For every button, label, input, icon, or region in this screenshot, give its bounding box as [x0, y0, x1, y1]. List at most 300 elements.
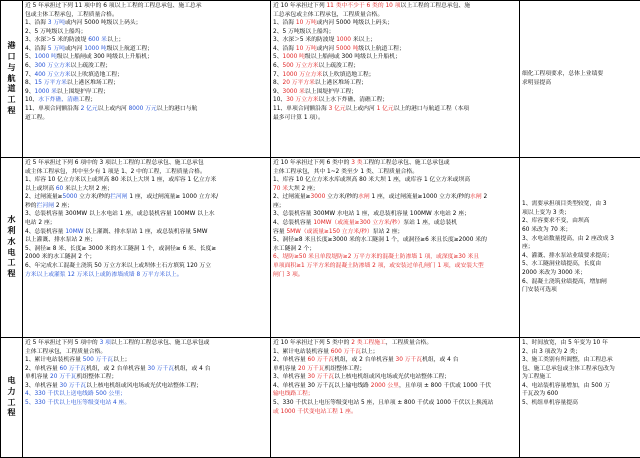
- text-line: [273, 176, 517, 185]
- highlight-old-text: 2 亿元: [81, 106, 98, 112]
- category-char: 工: [4, 258, 19, 269]
- highlight-old-text: 8000 万元: [129, 106, 157, 112]
- text-line: [522, 286, 638, 295]
- plain-text: 以上围堤护岸工程；: [57, 89, 109, 95]
- plain-text: 2、过闸流量≥: [25, 194, 63, 200]
- plain-text: ，工程质量合格。: [386, 340, 432, 346]
- plain-text: 10、: [273, 97, 286, 103]
- text-line: [273, 62, 517, 71]
- plain-text: 或内河 5000 吨级以上码头；: [65, 20, 141, 26]
- plain-text: 2、单机容量: [25, 366, 60, 372]
- plain-text: 近 5 年承担过下列 5 项中的: [25, 340, 100, 346]
- plain-text: 泵站 1 座，或总装机: [403, 220, 457, 226]
- text-line: [273, 88, 517, 97]
- text-line: [273, 2, 517, 11]
- change-note-cell: [520, 158, 640, 338]
- plain-text: 以上灌溉、排水泵站 2 座；: [25, 237, 96, 243]
- highlight-new-text: 6、堤防≥50 米且单段堤防≥2 万平方米的混凝土防渗墙 1 项，或深度≥30 米且: [273, 254, 479, 260]
- plain-text: 60 米改为 70 米；: [522, 227, 571, 233]
- plain-text: 米以上大坝 2 座；: [63, 186, 113, 192]
- plain-text: 工总承包或主体工程承包，工程质量合格。: [273, 12, 383, 18]
- highlight-old-text: 1000 吨: [35, 54, 57, 60]
- text-line: [25, 168, 268, 177]
- table-row: [1, 1, 640, 158]
- plain-text: 或内河: [317, 46, 336, 52]
- category-char: 工: [4, 398, 19, 409]
- plain-text: 2000 米的水工隧洞 2 个；: [25, 254, 95, 260]
- plain-text: 以上的港口与航道工程（本项: [394, 106, 469, 112]
- category-char: 工: [4, 95, 19, 106]
- text-line: [25, 71, 268, 80]
- highlight-old-text: 600 米: [88, 37, 107, 43]
- highlight-new-text: 5000 吨: [336, 46, 358, 52]
- plain-text: 2 座；: [54, 203, 73, 209]
- plain-text: 4、单机容量 30 万千瓦以上输电线路: [273, 383, 371, 389]
- plain-text: 以上吹填造地工程；: [71, 72, 123, 78]
- highlight-new-text: 10MW（或流量≥300 立方米/秒）: [313, 220, 403, 226]
- plain-text: 以上核电机组或风电场或光伏电站整体工程；: [86, 383, 202, 389]
- text-line: [25, 339, 268, 348]
- plain-text: 2000 米改为 3000 米；: [522, 270, 586, 276]
- plain-text: 级以上航道工程；: [358, 46, 404, 52]
- highlight-old-text: 60: [56, 186, 63, 192]
- plain-text: 以上疏浚工程；: [319, 63, 360, 69]
- text-line: [273, 185, 517, 194]
- highlight-old-text: 10MW: [65, 229, 83, 235]
- plain-text: 级以上船闸或 300 吨级以上升船机；: [57, 54, 153, 60]
- text-line: [522, 252, 638, 261]
- text-line: [273, 348, 517, 357]
- text-line: [25, 159, 268, 168]
- plain-text: 1、时间放宽，由 5 年变为 10 年: [522, 340, 608, 346]
- text-line: [25, 356, 268, 365]
- highlight-new-text: 水闸: [470, 194, 482, 200]
- text-line: [25, 88, 268, 97]
- plain-text: 以上疏浚工程；: [71, 63, 112, 69]
- plain-text: 4、总装机容量: [25, 229, 65, 235]
- category-char: 航: [4, 74, 19, 85]
- text-line: [273, 19, 517, 28]
- highlight-old-text: 500 万千瓦: [83, 357, 113, 363]
- plain-text: 2: [482, 194, 488, 200]
- plain-text: 5、330 千伏以上电压等级变电站 5 座，且单项 ± 800 千伏或 1000 千伏以上换流站: [273, 400, 493, 406]
- old-standard-cell: [23, 1, 271, 158]
- plain-text: 6、: [25, 63, 35, 69]
- plain-text: 座；: [273, 203, 285, 209]
- text-line: [25, 202, 268, 211]
- text-line: [273, 168, 517, 177]
- category-char: 程: [4, 269, 19, 280]
- plain-text: 9、: [25, 89, 35, 95]
- text-line: [25, 236, 268, 245]
- highlight-new-text: 20 万平方米: [283, 80, 315, 86]
- plain-text: 1、沿海: [25, 20, 48, 26]
- plain-text: 立方米/秒的: [77, 194, 110, 200]
- plain-text: 或主体工程承包，其中至少有 1 项是 1、2 中的工程，工程质量合格。: [25, 169, 206, 175]
- plain-text: 3、单机容量: [25, 383, 60, 389]
- text-line: [25, 228, 268, 237]
- text-line: [522, 278, 638, 287]
- text-line: [25, 176, 268, 185]
- highlight-old-text: 1000 米: [35, 89, 57, 95]
- plain-text: 8、: [25, 80, 35, 86]
- plain-text: 3、总装机容量 300MW 水电站 1 座，或总装机容量 100MW 水电站 2 座；: [273, 211, 470, 217]
- text-line: [273, 96, 517, 105]
- text-line: [25, 45, 268, 54]
- text-line: [273, 11, 517, 20]
- plain-text: 水工隧洞 2 个；: [273, 246, 315, 252]
- plain-text: 7、: [273, 72, 283, 78]
- plain-text: 最多可计算 1 项）。: [273, 115, 324, 121]
- plain-text: 门安装可选项: [522, 287, 557, 293]
- highlight-old-text: 3 万吨: [48, 20, 65, 26]
- text-line: [25, 365, 268, 374]
- highlight-old-text: 拦河闸: [37, 203, 54, 209]
- plain-text: 1、累计电站装机容量: [273, 349, 331, 355]
- plain-text: 包或主体工程承包，工程质量合格。: [25, 12, 118, 18]
- plain-text: 以上；: [107, 37, 124, 43]
- plain-text: 5、洞径≥ 8 米、长度≥ 3000 米的水工隧洞 1 个，或洞径≥ 6 米、长度≥: [25, 246, 216, 252]
- plain-text: 以上的港口与航: [157, 106, 198, 112]
- plain-text: 7、: [25, 72, 35, 78]
- text-line: [25, 193, 268, 202]
- text-line: [25, 11, 268, 20]
- category-char: 道: [4, 84, 19, 95]
- text-line: [522, 217, 638, 226]
- text-line: [25, 28, 268, 37]
- text-line: [25, 245, 268, 254]
- plain-text: 4、灌溉、排水泵站业绩要求提高；: [522, 253, 613, 259]
- plain-text: 5、机组单机容量提高: [522, 400, 578, 406]
- text-line: [273, 219, 517, 228]
- text-line: [522, 365, 638, 374]
- table-row: [1, 338, 640, 458]
- category-cell: [1, 338, 23, 458]
- text-line: [522, 235, 638, 244]
- category-char: 利: [4, 226, 19, 237]
- text-line: [522, 200, 638, 209]
- plain-text: 2、由 3 项改为 2 类；: [522, 349, 581, 355]
- plain-text: 3、施工类别有所调整，由工程总承: [522, 357, 613, 363]
- text-line: [522, 348, 638, 357]
- plain-text: 机组，或 4 台: [174, 366, 210, 372]
- plain-text: 机组，或 2 台单机容量: [86, 366, 147, 372]
- plain-text: 包、施工总承包或主体工程承包改为: [522, 366, 615, 372]
- highlight-old-text: 30 万千瓦: [148, 366, 175, 372]
- plain-text: 2、5 万吨级以上船坞；: [25, 29, 86, 35]
- change-note-cell: [520, 338, 640, 458]
- plain-text: 千瓦改为 600: [522, 391, 558, 397]
- plain-text: 2、过闸流量≥: [273, 194, 311, 200]
- highlight-old-text: 15 万平方米: [35, 80, 67, 86]
- plain-text: 以上水下炸礁、清礁工程；: [319, 97, 389, 103]
- text-line: [25, 2, 268, 11]
- category-cell: [1, 158, 23, 338]
- plain-text: 3、单机容量: [273, 374, 308, 380]
- text-line: [273, 228, 517, 237]
- plain-text: 2、单机容量: [273, 357, 308, 363]
- highlight-old-text: 方米以上或灌浆 12 万米以上或防渗墙成墙 8 万平方米以上。: [25, 272, 183, 278]
- plain-text: 以上或内河: [98, 106, 129, 112]
- highlight-old-text: 5、330 千伏以上电压等级变电站 4 座。: [25, 400, 130, 406]
- plain-text: 秒的: [25, 203, 37, 209]
- text-line: [522, 339, 638, 348]
- plain-text: 11、单项合同额沿海: [273, 106, 329, 112]
- plain-text: 或内河 5000 吨级以上码头；: [317, 20, 393, 26]
- text-line: [273, 262, 517, 271]
- plain-text: 机组，或 2 台单机容量: [334, 357, 395, 363]
- plain-text: 2、库容要求不变，由坝高: [522, 218, 589, 224]
- category-char: 电: [4, 248, 19, 259]
- highlight-old-text: 3 项: [100, 340, 111, 346]
- text-line: [273, 390, 517, 399]
- text-line: [25, 62, 268, 71]
- plain-text: 座；: [522, 244, 534, 250]
- highlight-old-text: 60 万千瓦: [60, 366, 87, 372]
- plain-text: 近 5 年承担过下列 6 项中的 3 项以上工程的工程总承包、施工总承包: [25, 160, 204, 166]
- highlight-new-text: 30 万立方米: [286, 97, 318, 103]
- plain-text: 1、需要承担项目类型较宽，由 3: [522, 201, 607, 207]
- plain-text: 项以上变为 3 类；: [522, 210, 570, 216]
- text-line: [273, 245, 517, 254]
- plain-text: 6、年完成水工混凝土浇筑 50 万立方米以上或坝体土石方填筑 120 万立: [25, 263, 211, 269]
- text-line: [273, 53, 517, 62]
- highlight-old-text: 4、330 千伏以上送电线路 500 公里；: [25, 391, 126, 397]
- plain-text: 5、水工隧洞业绩提高，长度由: [522, 261, 601, 267]
- highlight-new-text: 或 1000 千伏变电站工程 1 座。: [273, 409, 357, 415]
- plain-text: 主体工程承包，其中 1~2 类至少 1 类、工程质量合格。: [273, 169, 418, 175]
- old-standard-cell: [23, 338, 271, 458]
- plain-text: 以上或内河: [346, 106, 377, 112]
- plain-text: 3、水深＞5 米的防波堤: [25, 37, 88, 43]
- plain-text: 1、沿海: [273, 20, 296, 26]
- plain-text: 近 10 年承担过下列: [273, 3, 326, 9]
- plain-text: 以上核电机组或风电场或光伏电站整体工程；: [334, 374, 450, 380]
- plain-text: 级以上航道工程；: [107, 46, 153, 52]
- highlight-new-text: 70 米: [273, 186, 288, 192]
- text-line: [273, 399, 517, 408]
- highlight-new-text: 水闸: [358, 194, 370, 200]
- highlight-new-text: 60 万千瓦: [308, 357, 335, 363]
- plain-text: 4、沿海: [273, 46, 296, 52]
- text-line: [273, 356, 517, 365]
- highlight-new-text: 输电线路工程；: [273, 391, 314, 397]
- highlight-new-text: 闸门 3 项。: [273, 272, 304, 278]
- highlight-new-text: 1 亿元: [377, 106, 394, 112]
- text-line: [25, 36, 268, 45]
- category-cell: [1, 1, 23, 158]
- category-char: 水: [4, 215, 19, 226]
- text-line: [25, 210, 268, 219]
- highlight-old-text: 400 万立方米: [35, 72, 71, 78]
- plain-text: 为工程施工: [522, 374, 551, 380]
- plain-text: 5、: [25, 54, 35, 60]
- plain-text: 1、累计电站装机容量: [25, 357, 83, 363]
- plain-text: 泵站 2 座；: [373, 229, 404, 235]
- plain-text: 4、总装机容量: [273, 220, 313, 226]
- plain-text: 以上；: [113, 357, 130, 363]
- plain-text: 以上；: [361, 349, 378, 355]
- plain-text: 机组整体工程；: [325, 366, 366, 372]
- plain-text: 以上港区堆场工程；: [67, 80, 119, 86]
- plain-text: 5、洞径≥8 米且长度≥3000 米的水工隧洞 1 个，或洞径≥6 米且长度≥2000 米的: [273, 237, 487, 243]
- plain-text: 米以上；: [351, 37, 376, 43]
- text-line: [25, 382, 268, 391]
- text-line: [25, 114, 268, 123]
- plain-text: 细化工程项要求，总体上业绩要: [522, 71, 603, 77]
- highlight-old-text: 300 万立方米: [35, 63, 71, 69]
- text-line: [25, 19, 268, 28]
- plain-text: 近 10 年承担过下列 6 类中的: [273, 160, 351, 166]
- text-line: [522, 70, 638, 79]
- text-line: [273, 36, 517, 45]
- text-line: [273, 365, 517, 374]
- highlight-new-text: 10 万吨: [296, 20, 317, 26]
- text-line: [25, 219, 268, 228]
- category-char: 港: [4, 41, 19, 52]
- plain-text: 以上港区堆场工程；: [315, 80, 367, 86]
- plain-text: 立方米/秒的: [325, 194, 358, 200]
- text-line: [273, 210, 517, 219]
- category-char: 水: [4, 237, 19, 248]
- text-line: [25, 390, 268, 399]
- plain-text: 工程；: [79, 97, 96, 103]
- plain-text: 单机容量: [25, 374, 50, 380]
- text-line: [522, 373, 638, 382]
- highlight-new-text: 30 万千瓦: [308, 374, 335, 380]
- plain-text: 3、水电站数量提高，由 2 座改成 3: [522, 236, 614, 242]
- text-line: [273, 28, 517, 37]
- text-line: [522, 226, 638, 235]
- plain-text: 1 座，或过闸流量≥ 1000 立方米/: [127, 194, 218, 200]
- plain-text: 近 5 年承担过下列 11 项中的 6 项以上工程的工程总承包、施工总承: [25, 3, 202, 9]
- text-line: [25, 253, 268, 262]
- highlight-old-text: 5000: [63, 194, 78, 200]
- text-line: [273, 408, 517, 417]
- plain-text: 10、: [25, 97, 38, 103]
- category-char: 与: [4, 63, 19, 74]
- highlight-old-text: 30 万千瓦: [60, 383, 87, 389]
- plain-text: 以上围堤护岸工程；: [305, 89, 357, 95]
- highlight-new-text: 30 万千瓦: [396, 357, 423, 363]
- plain-text: 1、库容 10 亿立方米以上或坝高 80 米以上大坝 1 座，或库容 1 亿立方米: [25, 177, 216, 183]
- plain-text: 电站 2 座；: [25, 220, 56, 226]
- text-line: [522, 243, 638, 252]
- text-line: [273, 193, 517, 202]
- plain-text: 大坝 2 座；: [288, 186, 319, 192]
- plain-text: 4、沿海: [25, 46, 48, 52]
- plain-text: 8、: [273, 80, 283, 86]
- text-line: [273, 253, 517, 262]
- text-line: [522, 269, 638, 278]
- old-standard-cell: [23, 158, 271, 338]
- text-line: [273, 45, 517, 54]
- text-line: [273, 71, 517, 80]
- highlight-new-text: 单项面积≥1 万平方米的混凝土防渗墙 2 项，或安装过单孔闸门 1 项，或安装大型: [273, 263, 484, 269]
- highlight-new-text: 3000 米: [283, 89, 305, 95]
- highlight-new-text: 600 万千瓦: [331, 349, 361, 355]
- plain-text: 求明显提高: [522, 80, 551, 86]
- text-line: [273, 114, 517, 123]
- plain-text: 单机容量: [273, 366, 298, 372]
- text-line: [273, 339, 517, 348]
- text-line: [25, 262, 268, 271]
- plain-text: 以上吹填造地工程；: [322, 72, 374, 78]
- highlight-new-text: 500 万立方米: [283, 63, 319, 69]
- text-line: [273, 105, 517, 114]
- category-char: 程: [4, 408, 19, 419]
- plain-text: 以上工程的工程总承包、施工总承包或: [111, 340, 210, 346]
- plain-text: 6、: [273, 63, 283, 69]
- highlight-old-text: 水下炸礁、清礁: [38, 97, 79, 103]
- category-char: 电: [4, 376, 19, 387]
- text-line: [25, 271, 268, 280]
- text-line: [273, 373, 517, 382]
- text-line: [522, 209, 638, 218]
- text-line: [522, 382, 638, 391]
- text-line: [25, 79, 268, 88]
- highlight-old-text: 20 万千瓦: [50, 374, 77, 380]
- plain-text: 1、库容 10 亿立方米水库或坝高 80 米大坝 1 座，或库容 1 亿立方米或坝高: [273, 177, 470, 183]
- text-line: [273, 79, 517, 88]
- plain-text: 以上工程的工程总承包、施: [401, 3, 471, 9]
- plain-text: 以上灌溉、排水泵站 1 座，或总装机容量 5MW: [83, 229, 207, 235]
- plain-text: 机组，或 4 台: [422, 357, 458, 363]
- text-line: [273, 159, 517, 168]
- highlight-new-text: 1000: [336, 37, 351, 43]
- plain-text: 6、混凝土浇筑业绩提高，增加闸: [522, 279, 607, 285]
- highlight-new-text: 11 类中不少于 6 类的 10 项: [326, 3, 400, 9]
- plain-text: 11、单项合同额沿海: [25, 106, 81, 112]
- plain-text: 道工程。: [25, 115, 48, 121]
- plain-text: 5、: [273, 54, 283, 60]
- text-line: [25, 105, 268, 114]
- text-line: [25, 96, 268, 105]
- highlight-new-text: 3 亿元: [329, 106, 346, 112]
- highlight-new-text: 2 类工程施工: [351, 340, 386, 346]
- plain-text: 工程的工程总承包、施工总承包或: [363, 160, 450, 166]
- highlight-new-text: 1000 万立方米: [283, 72, 323, 78]
- text-line: [25, 348, 268, 357]
- table-row: [1, 158, 640, 338]
- plain-text: ，且单项 ± 800 千伏或 1000 千伏: [399, 383, 491, 389]
- plain-text: 2、5 万吨级以上船坞；: [273, 29, 334, 35]
- highlight-new-text: 5MW（或流量≥150 立方米/秒）: [286, 229, 372, 235]
- plain-text: 4、电站装机容量增加，由 500 万: [522, 383, 610, 389]
- highlight-old-text: 5 万吨: [48, 46, 65, 52]
- plain-text: 以上或坝高: [25, 186, 56, 192]
- highlight-old-text: 1000 吨: [84, 46, 106, 52]
- category-char: 力: [4, 387, 19, 398]
- new-standard-cell: [271, 158, 520, 338]
- plain-text: 近 10 年承担过下列 5 类中的: [273, 340, 351, 346]
- highlight-new-text: 20 万千瓦: [298, 366, 325, 372]
- plain-text: 3、总装机容量 300MW 以上水电站 1 座，或总装机容量 100MW 以上水: [25, 211, 215, 217]
- highlight-new-text: 2000 公里: [371, 383, 399, 389]
- plain-text: 容量: [273, 229, 286, 235]
- highlight-new-text: 1000 吨: [283, 54, 305, 60]
- highlight-new-text: 3000: [311, 194, 326, 200]
- text-line: [25, 185, 268, 194]
- plain-text: 机组整体工程；: [77, 374, 118, 380]
- plain-text: 或内河: [65, 46, 84, 52]
- text-line: [522, 390, 638, 399]
- plain-text: 3、水深＞5 米的防波堤: [273, 37, 336, 43]
- plain-text: 1 座，或过闸流量≥1000 立方米/秒的: [370, 194, 470, 200]
- text-line: [25, 373, 268, 382]
- category-char: 程: [4, 106, 19, 117]
- highlight-new-text: 10 万吨: [296, 46, 317, 52]
